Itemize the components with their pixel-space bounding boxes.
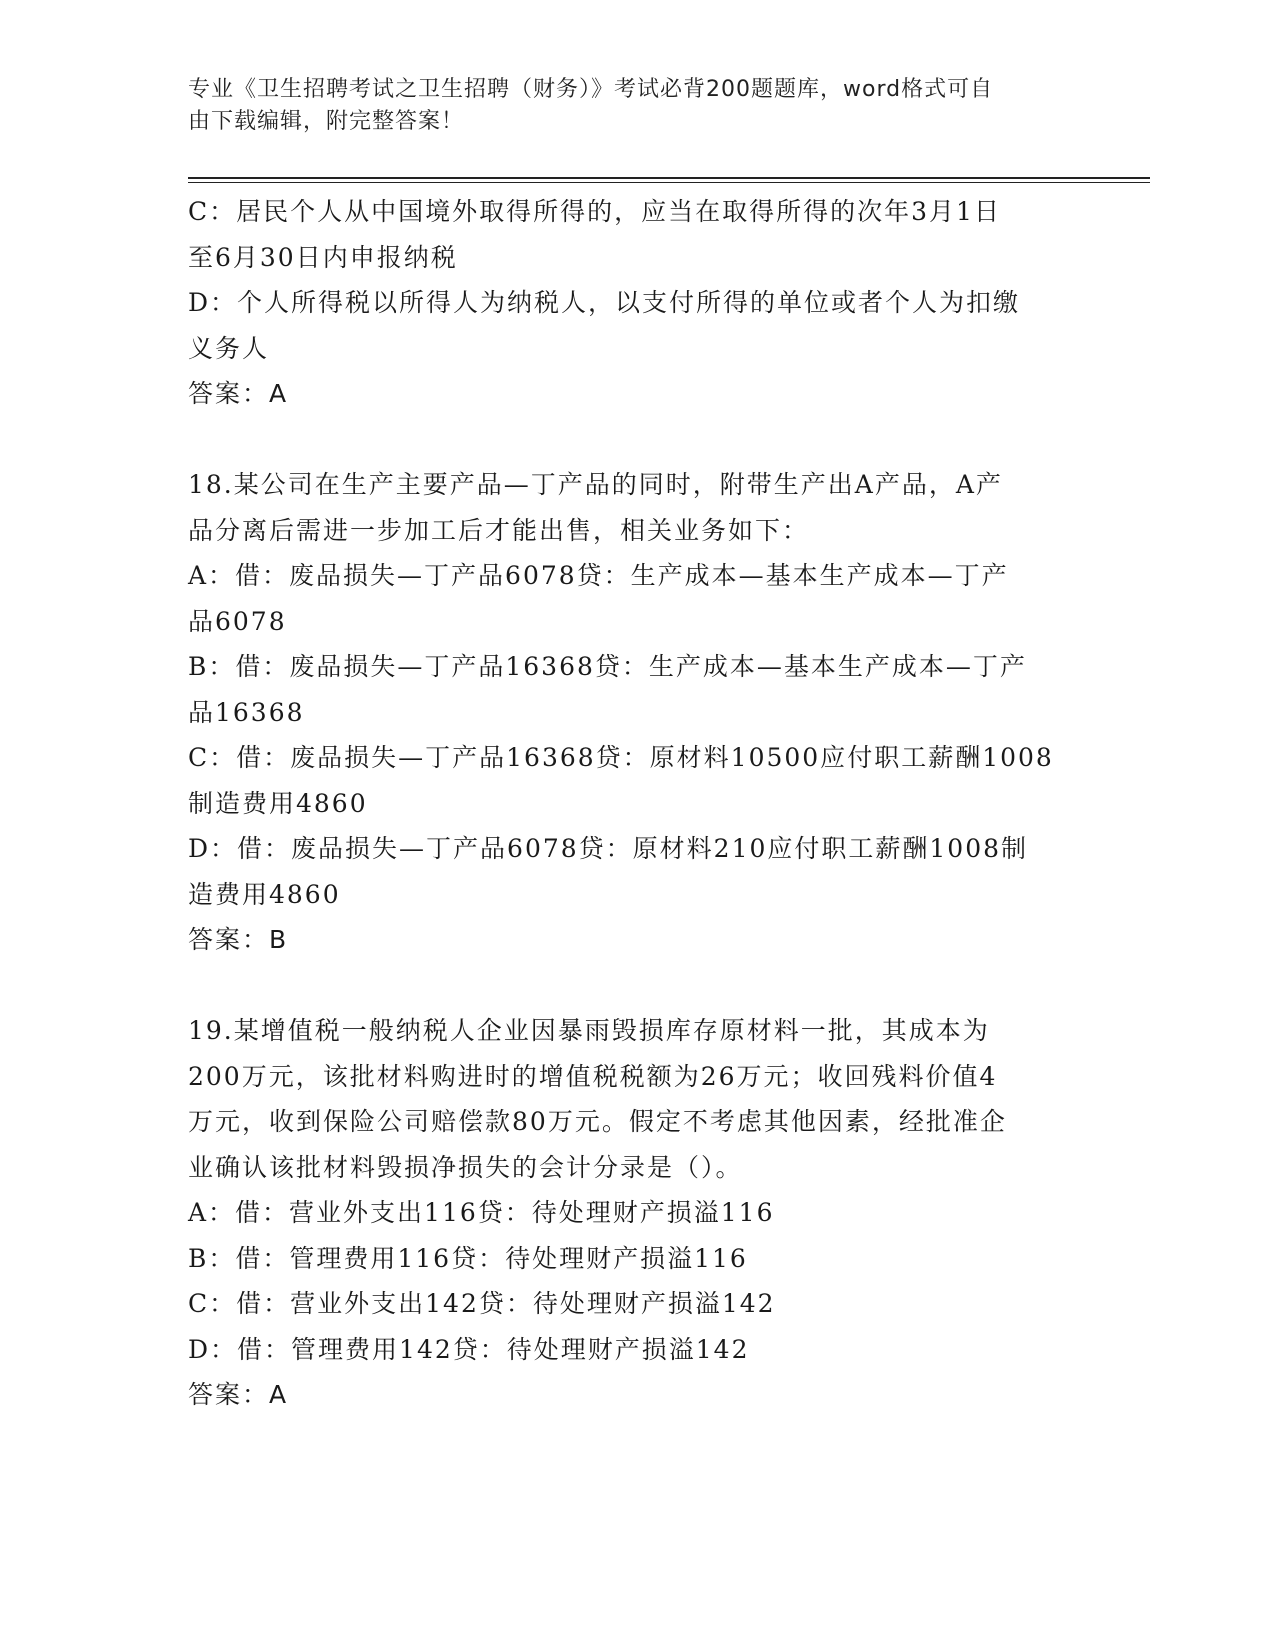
question-18 <box>188 462 1088 963</box>
question-stem-line-2: 200万元，该批材料购进时的增值税税额为26万元；收回残料价值4 <box>188 1061 998 1091</box>
option-c-line-2: 制造费用4860 <box>188 788 368 818</box>
question-stem-line-1: 19.某增值税一般纳税人企业因暴雨毁损库存原材料一批，其成本为 <box>188 1016 990 1045</box>
option-c-line-2: 至6月30日内申报纳税 <box>188 242 458 272</box>
header-divider-thick <box>188 177 1150 179</box>
question-content <box>188 189 1088 1418</box>
option-d-line-2: 义务人 <box>188 333 270 363</box>
answer-label: 答案：A <box>188 379 289 408</box>
question-17-tail <box>188 189 1088 417</box>
page-header <box>188 74 1088 138</box>
option-d-line-1: D：借：废品损失—丁产品6078贷：原材料210应付职工薪酬1008制 <box>188 834 1029 863</box>
answer-label: 答案：A <box>188 1380 289 1409</box>
option-d-line-2: 造费用4860 <box>188 879 341 909</box>
option-c-line-1: C：借：废品损失—丁产品16368贷：原材料10500应付职工薪酬1008 <box>188 743 1054 772</box>
option-a: A：借：营业外支出116贷：待处理财产损溢116 <box>188 1198 775 1227</box>
option-c: C：借：营业外支出142贷：待处理财产损溢142 <box>188 1289 776 1318</box>
option-b-line-1: B：借：废品损失—丁产品16368贷：生产成本—基本生产成本—丁产 <box>188 652 1027 681</box>
question-stem-line-2: 品分离后需进一步加工后才能出售，相关业务如下： <box>188 515 810 545</box>
spacer <box>188 963 1088 1009</box>
answer-label: 答案：B <box>188 925 289 954</box>
option-b-line-2: 品16368 <box>188 697 305 727</box>
question-19 <box>188 1008 1088 1418</box>
question-stem-line-4: 业确认该批材料毁损净损失的会计分录是（）。 <box>188 1152 743 1182</box>
option-b: B：借：管理费用116贷：待处理财产损溢116 <box>188 1243 748 1273</box>
question-stem-line-1: 18.某公司在生产主要产品—丁产品的同时，附带生产出A产品，A产 <box>188 470 1003 499</box>
option-a-line-2: 品6078 <box>188 606 287 636</box>
spacer <box>188 417 1088 463</box>
option-d-line-1: D：个人所得税以所得人为纳税人，以支付所得的单位或者个人为扣缴 <box>188 288 1021 317</box>
header-line-1: 专业《卫生招聘考试之卫生招聘（财务）》考试必背200题题库，word格式可自 <box>188 77 994 102</box>
question-stem-line-3: 万元，收到保险公司赔偿款80万元。假定不考虑其他因素，经批准企 <box>188 1107 1007 1136</box>
option-c-line-1: C：居民个人从中国境外取得所得的，应当在取得所得的次年3月1日 <box>188 197 1001 226</box>
option-d: D：借：管理费用142贷：待处理财产损溢142 <box>188 1334 750 1364</box>
option-a-line-1: A：借：废品损失—丁产品6078贷：生产成本—基本生产成本—丁产 <box>188 561 1009 590</box>
header-line-2: 由下载编辑，附完整答案！ <box>188 109 465 134</box>
header-divider-thin <box>188 182 1150 183</box>
